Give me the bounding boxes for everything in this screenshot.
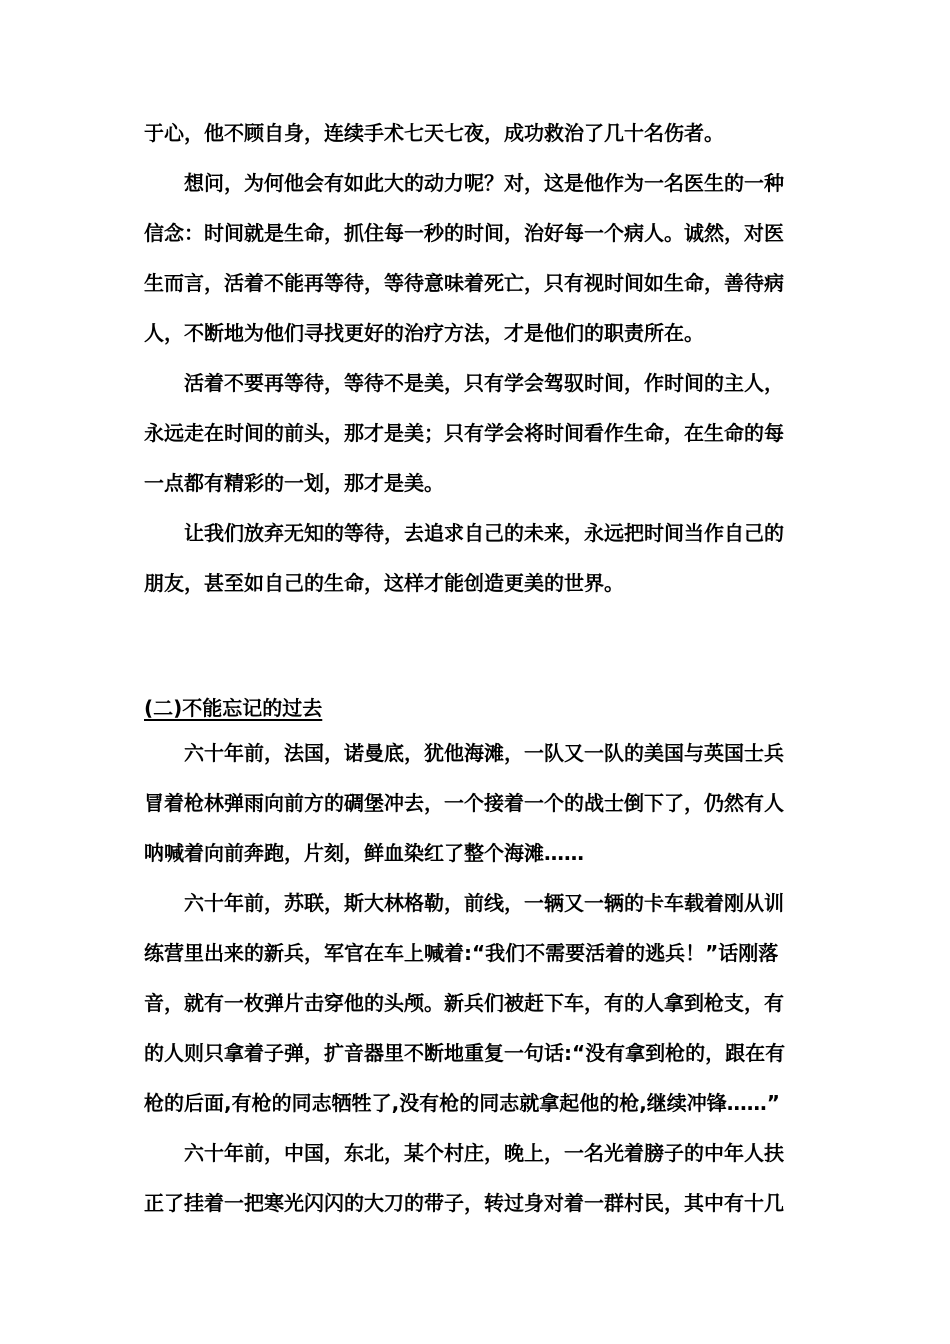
text-line: 六十年前，法国，诺曼底，犹他海滩，一队又一队的美国与英国士兵 [184,741,784,765]
text-line: 的人则只拿着子弹，扩音器里不断地重复一句话:“没有拿到枪的，跟在有 [144,1041,786,1065]
text-line: 呐喊着向前奔跑，片刻，鲜血染红了整个海滩…… [144,841,584,865]
text-line: 音，就有一枚弹片击穿他的头颅。新兵们被赶下车，有的人拿到枪支，有 [144,991,784,1015]
text-line: 活着不要再等待，等待不是美，只有学会驾驭时间，作时间的主人， [184,371,784,395]
text-line: 于心，他不顾自身，连续手术七天七夜，成功救治了几十名伤者。 [144,121,724,145]
text-line: 练营里出来的新兵，军官在车上喊着:“我们不需要活着的逃兵！”话刚落 [144,941,779,965]
text-line: 一点都有精彩的一划，那才是美。 [144,471,444,495]
text-line: 六十年前，苏联，斯大林格勒，前线，一辆又一辆的卡车载着刚从训 [184,891,784,915]
section-heading: (二)不能忘记的过去 [144,696,323,720]
text-line: 六十年前，中国，东北，某个村庄，晚上，一名光着膀子的中年人扶 [184,1141,784,1165]
text-line: 朋友，甚至如自己的生命，这样才能创造更美的世界。 [144,571,624,595]
text-line: 永远走在时间的前头，那才是美；只有学会将时间看作生命，在生命的每 [144,421,784,445]
text-line: 让我们放弃无知的等待，去追求自己的未来，永远把时间当作自己的 [184,521,784,545]
text-line: 生而言，活着不能再等待，等待意味着死亡，只有视时间如生命，善待病 [144,271,784,295]
text-line: 想问，为何他会有如此大的动力呢？对，这是他作为一名医生的一种 [184,171,784,195]
text-line: 枪的后面,有枪的同志牺牲了,没有枪的同志就拿起他的枪,继续冲锋……” [144,1091,780,1115]
text-line: 正了挂着一把寒光闪闪的大刀的带子，转过身对着一群村民，其中有十几 [144,1191,784,1215]
text-line: 信念：时间就是生命，抓住每一秒的时间，治好每一个病人。诚然，对医 [144,221,784,245]
text-line: 冒着枪林弹雨向前方的碉堡冲去，一个接着一个的战士倒下了，仍然有人 [144,791,784,815]
text-line: 人，不断地为他们寻找更好的治疗方法，才是他们的职责所在。 [144,321,704,345]
